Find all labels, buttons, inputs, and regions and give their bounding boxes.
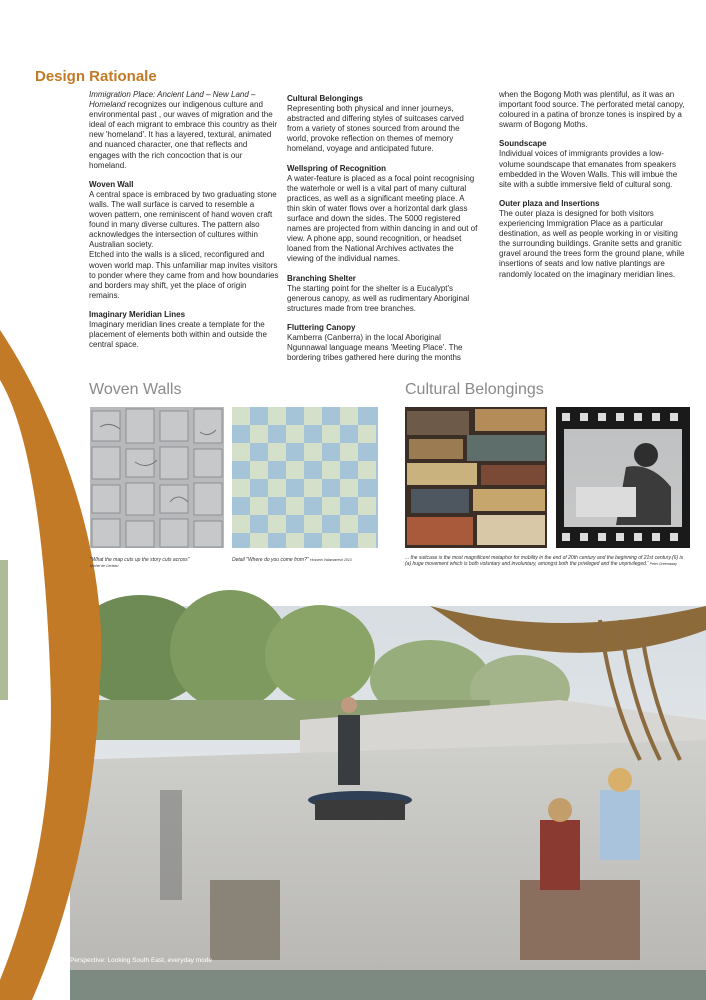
intro-lead: Immigration Place: Ancient Land – New Land – Homeland [89, 90, 256, 110]
caption3-text: ... the suitcase is the most magnificent metaphor for mobility in the end of 20th century and the beginning of 21st century.(6) is (a) huge movement which is both voluntary and involuntary, amongst both the privileged and the unprivileged.' [405, 555, 684, 567]
section-heading: Cultural Belongings [287, 94, 363, 103]
caption-suitcases [405, 555, 690, 567]
woven-stone-image [90, 407, 224, 548]
col3-lead: when the Bogong Moth was plentiful, as it was an important food source. The perforated metal canopy, coloured in a patina of bronze tones is inspired by a swarm of Bogong Moths. [499, 90, 685, 130]
intro-text: recognizes our indigenous culture and environmental past , our waves of migration and the ideal of each migrant to embrace this country as their new 'homeland'. It has a layered, textural, animated and nuanced character, one that reflects and engages with the rich concoction that is our homeland. [89, 100, 278, 170]
column-1 [89, 90, 279, 350]
column-3 [499, 90, 689, 280]
section-heading: Soundscape [499, 139, 547, 149]
section-heading: Branching Shelter [287, 273, 356, 283]
perspective-label: Perspective: Looking South East, everyday mode [70, 957, 212, 964]
film-strip-photo [556, 407, 690, 548]
col2-sections [287, 94, 479, 363]
section-paragraph: The starting point for the shelter is a Eucalypt's generous canopy, as well as rudimentary Aboriginal structures made from tree branches. [287, 283, 470, 313]
perspective-rendering [70, 590, 706, 1000]
caption1-credit: Michel de Certeau [90, 564, 119, 568]
section-heading: Woven Wall [89, 179, 134, 189]
caption2-text: Detail "Where do you come from?" [232, 557, 309, 563]
woven-walls-title: Woven Walls [89, 381, 182, 398]
intro-paragraph [89, 90, 279, 171]
section-heading: Imaginary Meridian Lines [89, 309, 186, 319]
section-paragraph: A water-feature is placed as a focal point recognising the waterhole or well is a vital part of many cultural practices, as well as a significant meeting place. A thin skin of water flows over a horizontal dark glass surface and down the sides. The 5000 registered names are projected from within dancing in and out of view. A phone app, sound recognition, or headset loaned from the National Archives activates the viewing of the individual names. [287, 173, 478, 264]
woven-map-image [232, 407, 378, 548]
section-paragraph: The outer plaza is designed for both visitors experiencing Immigration Place as a particular destination, as well as people working in or visiting the surrounding buildings. Granite setts and granitic gravel around the trees form the ground plane, while insertions of seats and low native plantings are randomly located on the imaginary meridian lines. [499, 208, 685, 279]
section-heading: Outer plaza and Insertions [499, 198, 600, 208]
section-heading: Fluttering Canopy [287, 322, 356, 332]
section-paragraph: Representing both physical and inner journeys, abstracted and differing styles of suitcases carved from a variety of stones sourced from around the world, provoke reflection on themes of memory homeland, voyage and anticipated future. [287, 104, 464, 154]
section-paragraph: Imaginary meridian lines create a template for the placement of elements both within and outside the central space. [89, 319, 267, 350]
col1-sections [89, 180, 279, 351]
section-paragraph: A central space is embraced by two graduating stone walls. The wall surface is carved to resemble a woven pattern, one reminiscent of hand woven craft found in many diverse cultures. The pattern also acknowledges the intersection of cultures within Australian society. [89, 189, 277, 250]
column-2 [287, 90, 479, 363]
section-paragraph: Kamberra (Canberra) in the local Aboriginal Ngunnawal language means 'Meeting Place'. The bordering tribes gathered here during the months [287, 332, 463, 363]
section-paragraph: Etched into the walls is a sliced, reconfigured and woven world map. This unfamiliar map invites visitors to ponder where they came from and how boundaries and borders may shift, yet the place of origin remains. [89, 250, 279, 300]
caption1-quote: "What the map cuts up the story cuts across" [90, 557, 190, 563]
section-paragraph: Individual voices of immigrants provides a low-volume soundscape that emanates from speakers embedded in the Woven Walls. This will imbue the site with a subtle immersive field of cultural song. [499, 149, 678, 189]
caption3-credit: Peter Greenaway [649, 562, 677, 566]
caption-woven-stone [90, 557, 220, 569]
cultural-belongings-title: Cultural Belongings [405, 381, 544, 398]
suitcases-image [405, 407, 547, 548]
col3-sections [499, 139, 689, 279]
caption2-credit: Hossein Valamanesh 2013 [310, 558, 352, 562]
caption-woven-map [232, 557, 382, 563]
section-heading: Wellspring of Recognition [287, 163, 386, 173]
page-title: Design Rationale [35, 68, 157, 85]
